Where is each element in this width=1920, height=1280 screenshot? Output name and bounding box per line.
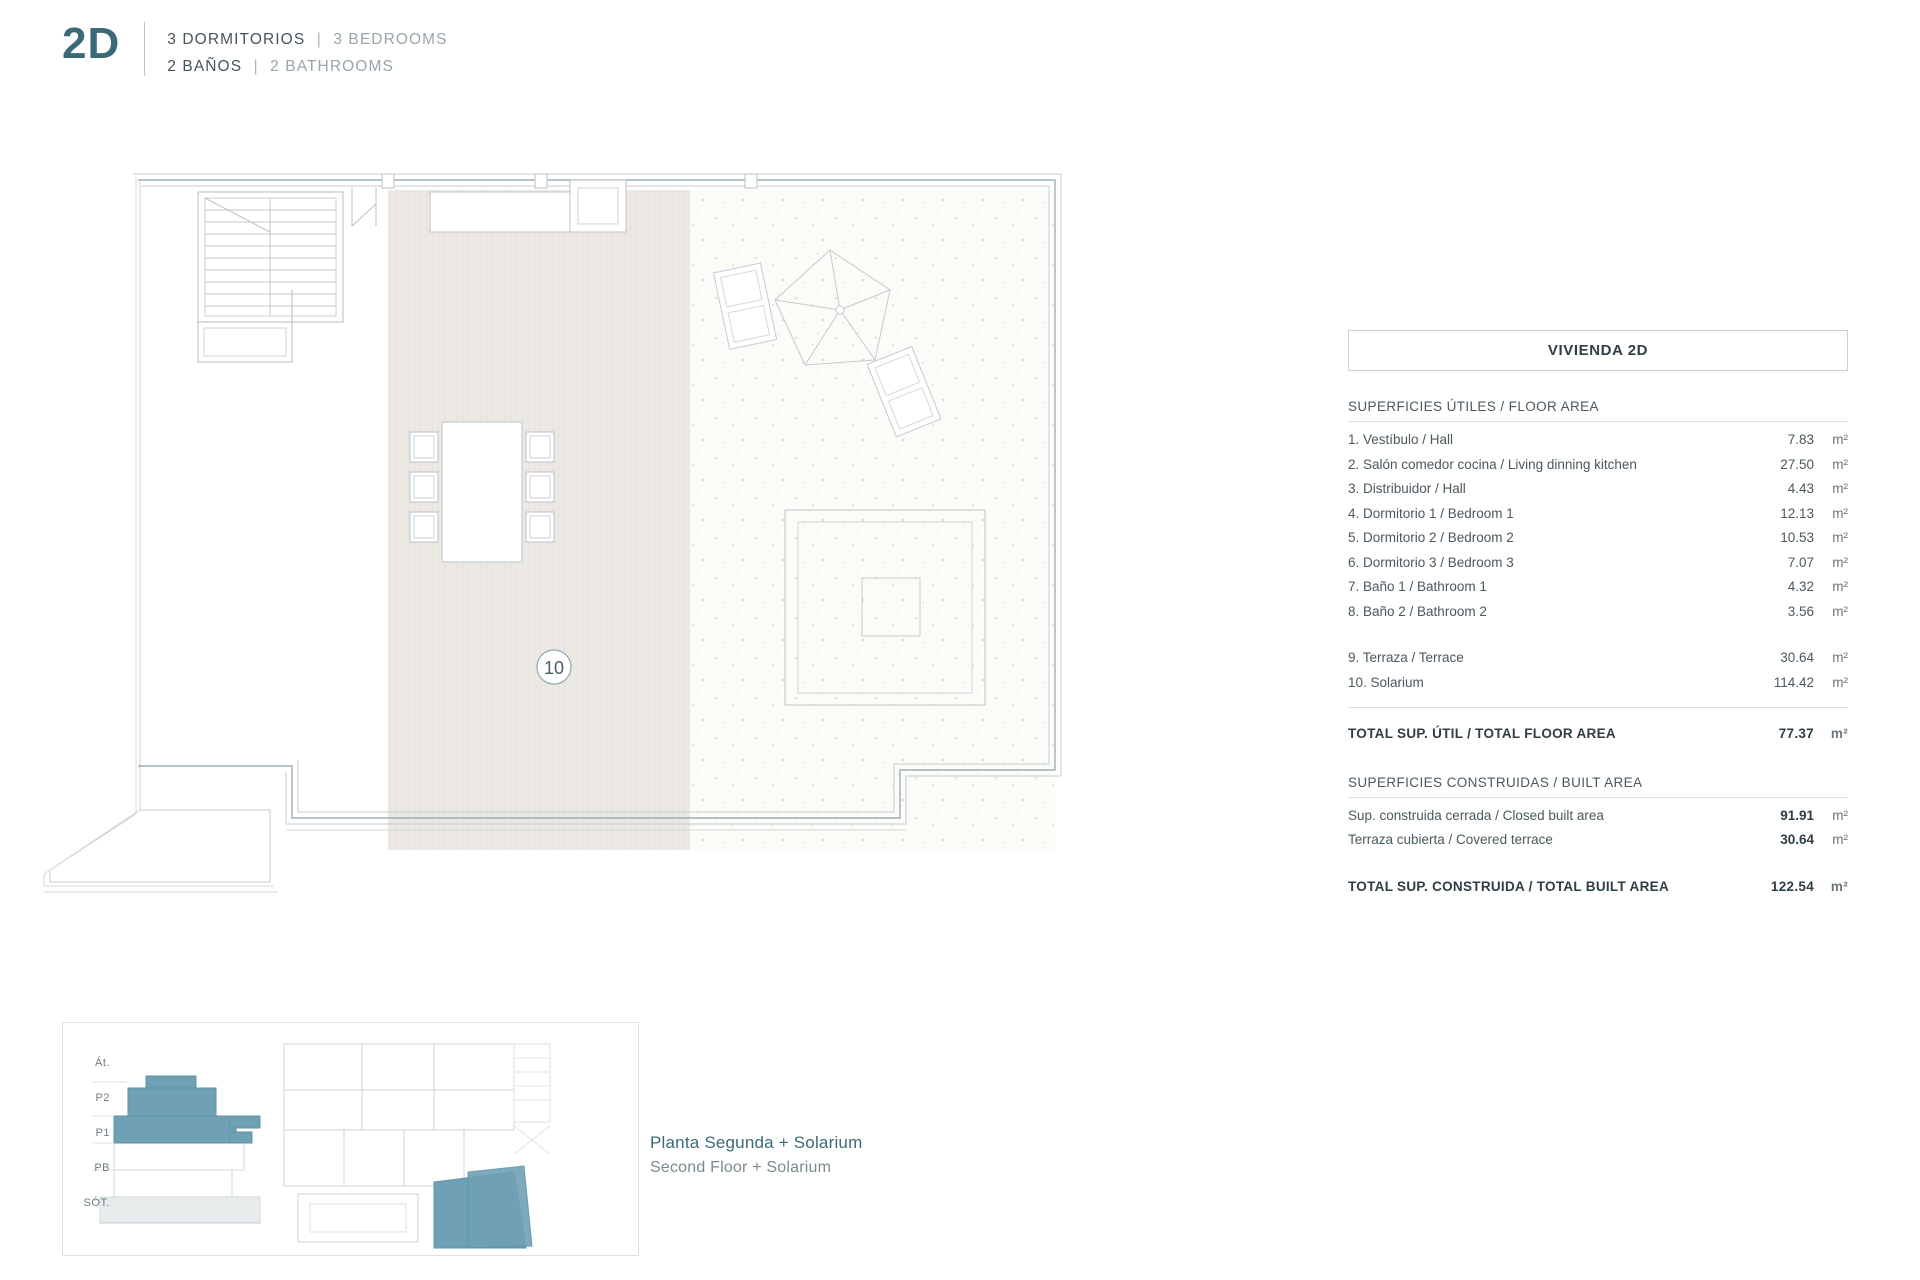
area-row [1348,428,1848,453]
plan-header [62,19,448,80]
built-label: Sup. construida cerrada / Closed built area [1348,807,1604,823]
svg-text:10: 10 [543,658,565,678]
plan-caption [650,1130,862,1180]
area-row [1348,502,1848,527]
area-label: 10. Solarium [1348,674,1424,690]
bedrooms-en: 3 BEDROOMS [333,31,448,48]
built-row [1348,804,1848,829]
built-row [1348,828,1848,853]
total-built-area-unit: m² [1830,878,1848,894]
area-label: 2. Salón comedor cocina / Living dinning kitchen [1348,456,1637,472]
total-floor-area-value: 77.37 [1778,726,1814,741]
area-label: 4. Dormitorio 1 / Bedroom 1 [1348,505,1514,521]
floor-area-rows [1348,428,1848,747]
floor-labels [76,1046,110,1221]
area-unit: m² [1832,432,1848,447]
area-row [1348,453,1848,478]
area-unit: m² [1832,481,1848,496]
total-built-area-value: 122.54 [1770,878,1814,894]
area-unit: m² [1832,456,1848,472]
floor-label: P2 [95,1092,110,1104]
area-unit: m² [1832,554,1848,570]
total-built-area-row [1348,875,1848,900]
area-row [1348,646,1848,671]
total-floor-area-label: TOTAL SUP. ÚTIL / TOTAL FLOOR AREA [1348,726,1616,741]
key-plan [62,1022,642,1257]
area-row [1348,526,1848,551]
area-label: 6. Dormitorio 3 / Bedroom 3 [1348,554,1514,570]
area-value: 27.50 [1780,456,1814,472]
bathrooms-en: 2 BATHROOMS [270,58,394,75]
built-value: 30.64 [1780,832,1814,847]
area-value: 12.13 [1780,505,1814,521]
area-row [1348,671,1848,696]
area-value: 30.64 [1780,650,1814,665]
area-unit: m² [1832,505,1848,521]
floor-label: Át. [95,1057,110,1069]
area-row [1348,477,1848,502]
area-label: 3. Distribuidor / Hall [1348,481,1466,496]
area-row [1348,575,1848,600]
bathrooms-es: 2 BAÑOS [167,58,243,75]
area-value: 7.83 [1787,432,1814,447]
built-label: Terraza cubierta / Covered terrace [1348,832,1553,847]
area-label: 7. Baño 1 / Bathroom 1 [1348,579,1487,594]
area-value: 114.42 [1773,674,1814,690]
total-floor-area-unit: m² [1830,726,1848,741]
room-number-badge [537,650,571,684]
area-value: 10.53 [1780,530,1814,545]
built-unit: m² [1832,832,1848,847]
area-value: 3.56 [1787,603,1814,619]
area-row [1348,600,1848,625]
plan-code: 2D [62,19,121,68]
caption-es: Planta Segunda + Solarium [650,1133,863,1152]
built-area-heading: SUPERFICIES CONSTRUIDAS / BUILT AREA [1348,775,1848,798]
area-label: 5. Dormitorio 2 / Bedroom 2 [1348,530,1514,545]
total-floor-area-row [1348,707,1848,747]
built-value: 91.91 [1780,807,1814,823]
area-label: 8. Baño 2 / Bathroom 2 [1348,603,1487,619]
floor-label: PB [94,1162,110,1174]
area-unit: m² [1832,674,1848,690]
caption-en: Second Floor + Solarium [650,1159,832,1176]
header-text-block [167,22,447,80]
floor-plan-drawing [30,170,1330,1030]
bedrooms-es: 3 DORMITORIOS [167,31,306,48]
floor-label: P1 [95,1127,110,1139]
panel-title: VIVIENDA 2D [1348,330,1848,371]
area-label: 9. Terraza / Terrace [1348,650,1464,665]
area-info-panel [1348,330,1848,899]
built-area-rows [1348,804,1848,900]
area-unit: m² [1832,530,1848,545]
bathrooms-line [167,53,447,80]
area-unit: m² [1832,603,1848,619]
bedrooms-line [167,26,447,53]
built-unit: m² [1832,807,1848,823]
area-value: 4.43 [1787,481,1814,496]
area-label: 1. Vestíbulo / Hall [1348,432,1454,447]
total-built-area-label: TOTAL SUP. CONSTRUIDA / TOTAL BUILT AREA [1348,878,1670,894]
header-divider [144,22,145,76]
floor-label: SÓT. [83,1197,110,1209]
area-unit: m² [1832,579,1848,594]
bathrooms-separator: | [253,58,259,75]
floor-area-heading: SUPERFICIES ÚTILES / FLOOR AREA [1348,399,1848,422]
area-value: 4.32 [1787,579,1814,594]
area-value: 7.07 [1787,554,1814,570]
key-plan-diagrams [62,1022,637,1254]
bedrooms-separator: | [316,31,322,48]
area-unit: m² [1832,650,1848,665]
area-row [1348,551,1848,576]
